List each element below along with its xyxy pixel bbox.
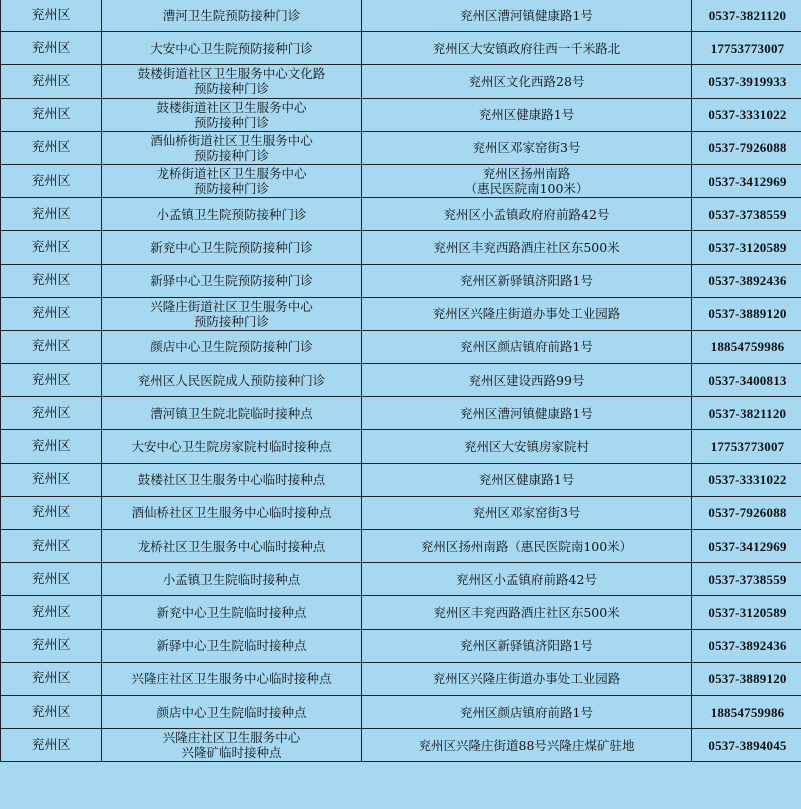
- table-row: [1, 397, 801, 430]
- site-name-cell: [102, 563, 362, 596]
- site-name-line: 新兖中心卫生院预防接种门诊: [150, 239, 313, 255]
- site-name-line: 新驿中心卫生院临时接种点: [156, 638, 307, 654]
- table-row: [1, 98, 801, 131]
- table-row: [1, 629, 801, 662]
- table-row: [1, 297, 801, 330]
- site-name-line: 小孟镇卫生院预防接种门诊: [156, 206, 307, 222]
- site-name-line: 龙桥社区卫生服务中心临时接种点: [137, 538, 326, 554]
- site-name-line: 颜店中心卫生院临时接种点: [156, 704, 307, 720]
- table-row: [1, 264, 801, 297]
- district-cell: 兖州区: [1, 364, 102, 397]
- address-cell: [362, 231, 692, 264]
- address-cell: [362, 364, 692, 397]
- table-row: [1, 231, 801, 264]
- site-name-line: 大安中心卫生院预防接种门诊: [150, 40, 313, 56]
- site-name-cell: [102, 364, 362, 397]
- site-name-line: 新兖中心卫生院临时接种点: [156, 604, 307, 620]
- site-name-cell: [102, 430, 362, 463]
- table-row: [1, 65, 801, 98]
- district-cell: 兖州区: [1, 32, 102, 65]
- site-name-cell: [102, 397, 362, 430]
- district-cell: 兖州区: [1, 463, 102, 496]
- address-cell: [362, 596, 692, 629]
- address-cell: [362, 98, 692, 131]
- site-name-line: 兴隆庄社区卫生服务中心: [162, 730, 301, 746]
- site-name-line: 新驿中心卫生院预防接种门诊: [150, 273, 313, 289]
- address-line: 兖州区颜店镇府前路1号: [460, 704, 593, 720]
- address-line: 兖州区大安镇政府往西一千米路北: [432, 40, 621, 56]
- address-cell: [362, 629, 692, 662]
- address-cell: [362, 264, 692, 297]
- address-cell: [362, 65, 692, 98]
- address-cell: [362, 0, 692, 32]
- address-cell: [362, 297, 692, 330]
- phone-cell: 0537-3120589: [692, 596, 801, 629]
- site-name-cell: [102, 297, 362, 330]
- site-name-line: 小孟镇卫生院临时接种点: [162, 571, 301, 587]
- site-name-line: 预防接种门诊: [193, 147, 269, 163]
- address-cell: [362, 32, 692, 65]
- site-name-cell: [102, 463, 362, 496]
- phone-cell: 0537-3892436: [692, 264, 801, 297]
- address-line: 兖州区新驿镇济阳路1号: [460, 273, 593, 289]
- district-cell: 兖州区: [1, 231, 102, 264]
- address-line: 兖州区健康路1号: [478, 472, 575, 488]
- district-cell: 兖州区: [1, 496, 102, 529]
- address-line: 兖州区漕河镇健康路1号: [460, 405, 593, 421]
- address-line: 兖州区兴隆庄街道办事处工业园路: [432, 671, 621, 687]
- address-cell: [362, 662, 692, 695]
- phone-cell: 17753773007: [692, 430, 801, 463]
- site-name-cell: [102, 65, 362, 98]
- address-cell: [362, 496, 692, 529]
- phone-cell: 0537-3400813: [692, 364, 801, 397]
- address-line: 兖州区邓家窑街3号: [472, 505, 581, 521]
- address-line: 兖州区文化西路28号: [468, 73, 585, 89]
- address-line: 兖州区扬州南路: [482, 166, 571, 182]
- district-cell: 兖州区: [1, 729, 102, 762]
- site-name-line: 兖州区人民医院成人预防接种门诊: [137, 372, 326, 388]
- site-name-line: 颜店中心卫生院预防接种门诊: [150, 339, 313, 355]
- site-name-cell: [102, 330, 362, 363]
- phone-cell: 0537-3919933: [692, 65, 801, 98]
- district-cell: 兖州区: [1, 65, 102, 98]
- site-name-line: 漕河卫生院预防接种门诊: [162, 7, 301, 23]
- phone-cell: 0537-3738559: [692, 198, 801, 231]
- address-cell: [362, 695, 692, 728]
- district-cell: 兖州区: [1, 563, 102, 596]
- district-cell: 兖州区: [1, 397, 102, 430]
- district-cell: 兖州区: [1, 330, 102, 363]
- table-row: [1, 695, 801, 728]
- phone-cell: 0537-3821120: [692, 397, 801, 430]
- address-line: 兖州区丰兖西路酒庄社区东500米: [433, 239, 620, 255]
- table-row: [1, 0, 801, 32]
- district-cell: 兖州区: [1, 198, 102, 231]
- site-name-cell: [102, 530, 362, 563]
- address-line: 兖州区健康路1号: [478, 107, 575, 123]
- phone-cell: 0537-3331022: [692, 463, 801, 496]
- district-cell: 兖州区: [1, 264, 102, 297]
- site-name-line: 漕河镇卫生院北院临时接种点: [150, 405, 313, 421]
- site-name-line: 兴隆矿临时接种点: [181, 745, 282, 761]
- table-row: [1, 496, 801, 529]
- address-cell: [362, 164, 692, 197]
- address-line: 兖州区大安镇房家院村: [463, 439, 589, 455]
- site-name-line: 龙桥街道社区卫生服务中心: [156, 166, 307, 182]
- phone-cell: 0537-7926088: [692, 496, 801, 529]
- address-line: 兖州区建设西路99号: [468, 372, 585, 388]
- site-name-cell: [102, 695, 362, 728]
- site-name-line: 鼓楼街道社区卫生服务中心: [156, 99, 307, 115]
- address-cell: [362, 729, 692, 762]
- district-cell: 兖州区: [1, 530, 102, 563]
- site-name-line: 预防接种门诊: [193, 114, 269, 130]
- address-line: （惠民医院南100米）: [464, 181, 589, 197]
- address-line: 兖州区颜店镇府前路1号: [460, 339, 593, 355]
- address-cell: [362, 463, 692, 496]
- district-cell: 兖州区: [1, 0, 102, 32]
- address-cell: [362, 397, 692, 430]
- district-cell: 兖州区: [1, 297, 102, 330]
- site-name-cell: [102, 596, 362, 629]
- address-line: 兖州区扬州南路（惠民医院南100米）: [420, 538, 633, 554]
- site-name-line: 预防接种门诊: [193, 181, 269, 197]
- site-name-cell: [102, 32, 362, 65]
- address-cell: [362, 198, 692, 231]
- site-name-line: 预防接种门诊: [193, 81, 269, 97]
- table-row: [1, 430, 801, 463]
- phone-cell: 0537-3738559: [692, 563, 801, 596]
- phone-cell: 0537-3889120: [692, 297, 801, 330]
- district-cell: 兖州区: [1, 164, 102, 197]
- table-row: [1, 596, 801, 629]
- address-line: 兖州区漕河镇健康路1号: [460, 7, 593, 23]
- district-cell: 兖州区: [1, 695, 102, 728]
- site-name-line: 酒仙桥社区卫生服务中心临时接种点: [131, 505, 332, 521]
- site-name-cell: [102, 0, 362, 32]
- table-row: [1, 32, 801, 65]
- phone-cell: 18854759986: [692, 695, 801, 728]
- phone-cell: 0537-3331022: [692, 98, 801, 131]
- phone-cell: 0537-3889120: [692, 662, 801, 695]
- site-name-line: 兴隆庄街道社区卫生服务中心: [150, 298, 313, 314]
- table-row: [1, 530, 801, 563]
- site-name-line: 大安中心卫生院房家院村临时接种点: [131, 439, 332, 455]
- address-cell: [362, 131, 692, 164]
- address-line: 兖州区小孟镇府前路42号: [456, 571, 597, 587]
- table-row: [1, 463, 801, 496]
- phone-cell: 0537-3120589: [692, 231, 801, 264]
- address-line: 兖州区邓家窑街3号: [472, 140, 581, 156]
- table-row: [1, 662, 801, 695]
- site-name-cell: [102, 98, 362, 131]
- phone-cell: 0537-7926088: [692, 131, 801, 164]
- district-cell: 兖州区: [1, 131, 102, 164]
- address-cell: [362, 563, 692, 596]
- table-body: [1, 0, 801, 762]
- site-name-cell: [102, 629, 362, 662]
- table-row: [1, 131, 801, 164]
- table-row: [1, 198, 801, 231]
- site-name-cell: [102, 264, 362, 297]
- site-name-line: 预防接种门诊: [193, 313, 269, 329]
- site-name-cell: [102, 231, 362, 264]
- address-line: 兖州区兴隆庄街道办事处工业园路: [432, 306, 621, 322]
- table-row: [1, 164, 801, 197]
- site-name-cell: [102, 198, 362, 231]
- address-cell: [362, 530, 692, 563]
- table-row: [1, 330, 801, 363]
- address-line: 兖州区小孟镇政府府前路42号: [443, 206, 610, 222]
- district-cell: 兖州区: [1, 662, 102, 695]
- site-name-cell: [102, 729, 362, 762]
- address-cell: [362, 430, 692, 463]
- district-cell: 兖州区: [1, 98, 102, 131]
- site-name-cell: [102, 496, 362, 529]
- phone-cell: 0537-3412969: [692, 164, 801, 197]
- district-cell: 兖州区: [1, 629, 102, 662]
- site-name-line: 鼓楼街道社区卫生服务中心文化路: [137, 66, 326, 82]
- table-row: [1, 364, 801, 397]
- site-name-line: 鼓楼社区卫生服务中心临时接种点: [137, 472, 326, 488]
- phone-cell: 0537-3894045: [692, 729, 801, 762]
- table-row: [1, 563, 801, 596]
- address-line: 兖州区丰兖西路酒庄社区东500米: [433, 604, 620, 620]
- site-name-line: 酒仙桥街道社区卫生服务中心: [150, 132, 313, 148]
- phone-cell: 18854759986: [692, 330, 801, 363]
- phone-cell: 0537-3892436: [692, 629, 801, 662]
- district-cell: 兖州区: [1, 596, 102, 629]
- address-cell: [362, 330, 692, 363]
- address-line: 兖州区兴隆庄街道88号兴隆庄煤矿驻地: [418, 737, 635, 753]
- phone-cell: 0537-3821120: [692, 0, 801, 32]
- site-name-cell: [102, 662, 362, 695]
- phone-cell: 0537-3412969: [692, 530, 801, 563]
- site-name-line: 兴隆庄社区卫生服务中心临时接种点: [131, 671, 332, 687]
- district-cell: 兖州区: [1, 430, 102, 463]
- table-row: [1, 729, 801, 762]
- site-name-cell: [102, 131, 362, 164]
- site-name-cell: [102, 164, 362, 197]
- phone-cell: 17753773007: [692, 32, 801, 65]
- address-line: 兖州区新驿镇济阳路1号: [460, 638, 593, 654]
